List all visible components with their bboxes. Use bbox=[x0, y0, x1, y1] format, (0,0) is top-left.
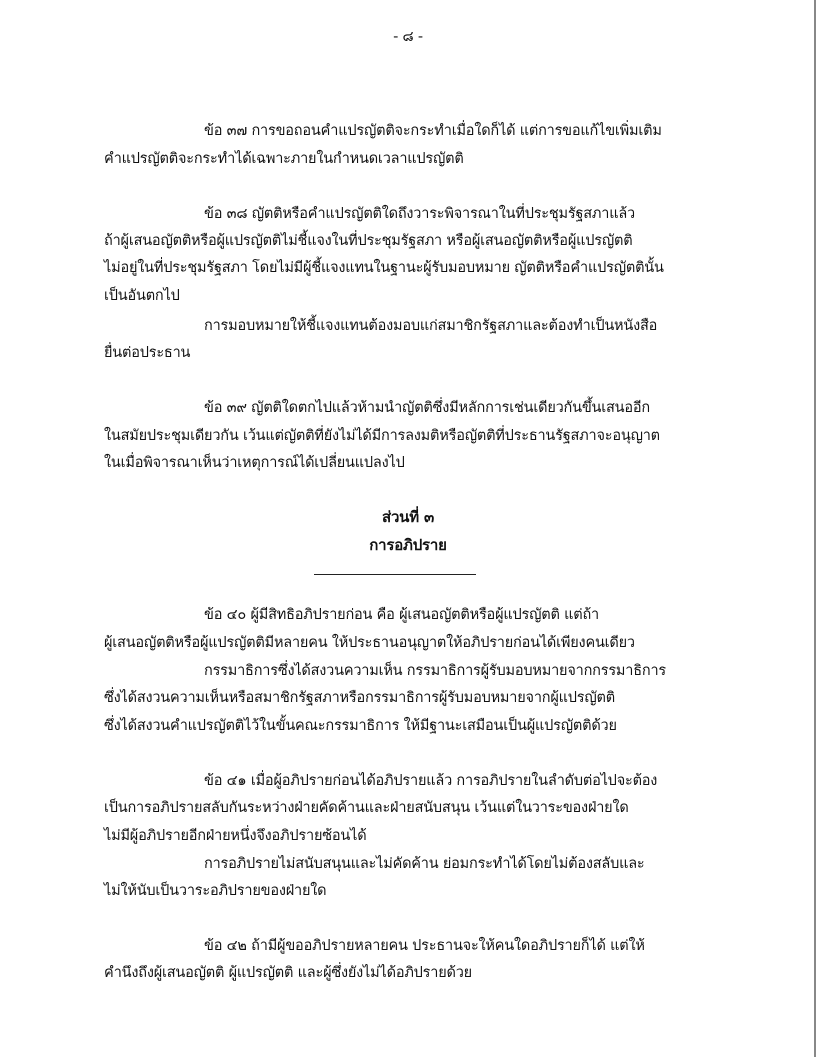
section-41-line-1: ข้อ ๔๑ เมื่อผู้อภิปรายก่อนได้อภิปรายแล้ว การอภิปรายในลำดับต่อไปจะต้อง bbox=[204, 773, 658, 789]
section-41-line-5: ไม่ให้นับเป็นวาระอภิปรายของฝ่ายใด bbox=[104, 883, 327, 899]
section-39-line-2: ในสมัยประชุมเดียวกัน เว้นแต่ญัตติที่ยังไม่ได้มีการลงมติหรือญัตติที่ประธานรัฐสภาจะอนุญาต bbox=[104, 428, 660, 444]
page-number: - ๘ - bbox=[393, 29, 423, 45]
section-40-line-3: กรรมาธิการซึ่งได้สงวนความเห็น กรรมาธิการผู้รับมอบหมายจากกรรมาธิการ bbox=[204, 663, 666, 679]
section-41-line-2: เป็นการอภิปรายสลับกันระหว่างฝ่ายคัดค้านและฝ่ายสนับสนุน เว้นแต่ในวาระของฝ่ายใด bbox=[104, 800, 629, 816]
part-heading: ส่วนที่ ๓ bbox=[382, 508, 434, 526]
section-40-line-2: ผู้เสนอญัตติหรือผู้แปรญัตติมีหลายคน ให้ประธานอนุญาตให้อภิปรายก่อนได้เพียงคนเดียว bbox=[104, 635, 635, 651]
section-41-line-4: การอภิปรายไม่สนับสนุนและไม่คัดค้าน ย่อมกระทำได้โดยไม่ต้องสลับและ bbox=[204, 856, 645, 872]
section-38-line-4: เป็นอันตกไป bbox=[104, 288, 180, 304]
section-38-line-1: ข้อ ๓๘ ญัตติหรือคำแปรญัตติใดถึงวาระพิจารณาในที่ประชุมรัฐสภาแล้ว bbox=[204, 206, 635, 222]
section-40-line-5: ซึ่งได้สงวนคำแปรญัตติไว้ในขั้นคณะกรรมาธิการ ให้มีฐานะเสมือนเป็นผู้แปรญัตติด้วย bbox=[104, 718, 617, 734]
section-38-line-5: การมอบหมายให้ชี้แจงแทนต้องมอบแก่สมาชิกรัฐสภาและต้องทำเป็นหนังสือ bbox=[204, 318, 658, 334]
section-40-line-1: ข้อ ๔๐ ผู้มีสิทธิอภิปรายก่อน คือ ผู้เสนอญัตติหรือผู้แปรญัตติ แต่ถ้า bbox=[204, 607, 599, 623]
section-42-line-2: คำนึงถึงผู้เสนอญัตติ ผู้แปรญัตติ และผู้ซึ่งยังไม่ได้อภิปรายด้วย bbox=[104, 965, 472, 981]
section-38-line-3: ไม่อยู่ในที่ประชุมรัฐสภา โดยไม่มีผู้ชี้แจงแทนในฐานะผู้รับมอบหมาย ญัตติหรือคำแปรญัตตินั้น bbox=[104, 260, 664, 276]
section-39-line-3: ในเมื่อพิจารณาเห็นว่าเหตุการณ์ได้เปลี่ยนแปลงไป bbox=[104, 455, 405, 471]
heading-divider bbox=[314, 574, 476, 575]
section-38-line-6: ยื่นต่อประธาน bbox=[104, 345, 191, 361]
section-37-line-2: คำแปรญัตติจะกระทำได้เฉพาะภายในกำหนดเวลาแปรญัตติ bbox=[104, 151, 464, 167]
section-42-line-1: ข้อ ๔๒ ถ้ามีผู้ขออภิปรายหลายคน ประธานจะให้คนใดอภิปรายก็ได้ แต่ให้ bbox=[204, 938, 645, 954]
section-39-line-1: ข้อ ๓๙ ญัตติใดตกไปแล้วห้ามนำญัตติซึ่งมีหลักการเช่นเดียวกันขึ้นเสนออีก bbox=[204, 400, 650, 416]
part-title: การอภิปราย bbox=[369, 536, 447, 554]
section-38-line-2: ถ้าผู้เสนอญัตติหรือผู้แปรญัตติไม่ชี้แจงในที่ประชุมรัฐสภา หรือผู้เสนอญัตติหรือผู้แปรญัตติ bbox=[104, 233, 633, 249]
section-41-line-3: ไม่มีผู้อภิปรายอีกฝ่ายหนึ่งจึงอภิปรายซ้อนได้ bbox=[104, 828, 367, 844]
section-37-line-1: ข้อ ๓๗ การขอถอนคำแปรญัตติจะกระทำเมื่อใดก็ได้ แต่การขอแก้ไขเพิ่มเติม bbox=[204, 123, 662, 139]
section-40-line-4: ซึ่งได้สงวนความเห็นหรือสมาชิกรัฐสภาหรือกรรมาธิการผู้รับมอบหมายจากผู้แปรญัตติ bbox=[104, 690, 615, 706]
